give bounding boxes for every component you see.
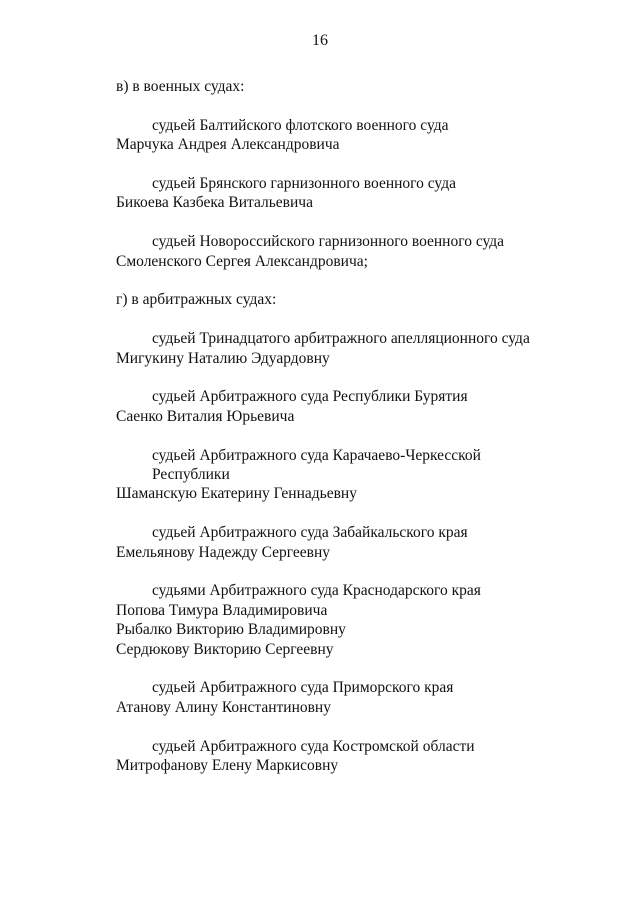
court-title: судьей Арбитражного суда Республики Бурятия [152,388,468,406]
appointment-entry [116,523,596,562]
appointment-entry [116,737,596,776]
judge-name: Попова Тимура Владимировича [116,601,328,619]
appointment-entry [116,174,596,213]
court-title: судьей Арбитражного суда Приморского края [152,679,454,697]
judge-name: Рыбалко Викторию Владимировну [116,621,346,639]
judge-name: Бикоева Казбека Витальевича [116,194,313,212]
judge-name: Саенко Виталия Юрьевича [116,407,295,425]
court-title: судьей Новороссийского гарнизонного военного суда [152,233,505,251]
appointment-entry [116,116,596,155]
court-title: судьей Арбитражного суда Костромской области [152,737,475,755]
section-arbitration-courts [116,290,596,775]
section-heading-arbitration: г) в арбитражных судах: [116,291,277,309]
judge-name: Митрофанову Елену Маркисовну [116,757,339,775]
judge-name: Сердюкову Викторию Сергеевну [116,640,334,658]
document-body [116,77,596,775]
appointment-entry [116,581,596,659]
court-title-line-1: судьей Арбитражного суда Карачаево-Черкесской [152,446,481,464]
section-heading-military: в) в военных судах: [116,78,245,95]
page-number: 16 [312,32,328,49]
court-title-line-2: Республики [152,466,230,484]
court-title: судьей Балтийского флотского военного суда [152,116,449,134]
judge-name: Смоленского Сергея Александровича; [116,252,368,270]
court-title: судьей Тринадцатого арбитражного апелляционного суда [152,330,530,348]
judge-name: Атанову Алину Константиновну [116,698,331,716]
court-title: судьей Арбитражного суда Забайкальского края [152,524,468,542]
judge-name: Емельянову Надежду Сергеевну [116,543,331,561]
judge-name: Марчука Андрея Александровича [116,136,340,154]
appointment-entry [116,678,596,717]
judge-name: Шаманскую Екатерину Геннадьевну [116,485,357,503]
appointment-entry [116,329,596,368]
court-title: судьями Арбитражного суда Краснодарского края [152,582,481,600]
court-title: судьей Брянского гарнизонного военного суда [152,175,456,192]
appointment-entry [116,446,596,504]
appointment-entry [116,232,596,271]
section-military-courts [116,77,596,271]
appointment-entry [116,387,596,426]
judge-name: Мигукину Наталию Эдуардовну [116,349,330,367]
